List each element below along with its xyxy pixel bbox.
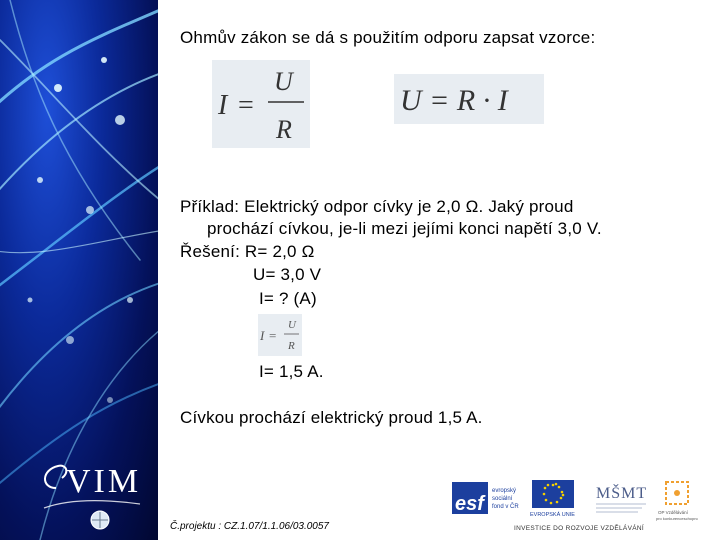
svg-text:I: I [218, 90, 228, 121]
page-title: Ohmův zákon se dá s použitím odporu zapsat vzorce: [180, 28, 596, 47]
svg-text:INVESTICE DO ROZVOJE VZDĚLÁVÁN: INVESTICE DO ROZVOJE VZDĚLÁVÁNÍ [514, 525, 644, 532]
svg-text:U: U [288, 319, 296, 331]
vim-logo [36, 448, 146, 540]
svg-text:R: R [288, 340, 295, 352]
svg-text:U = R · I: U = R · I [400, 84, 508, 117]
msmt-logo [592, 478, 650, 516]
svg-text:=: = [269, 328, 277, 343]
svg-text:OP Vzdělávání: OP Vzdělávání [658, 510, 688, 515]
solution-result: I= 1,5 A. [259, 362, 324, 381]
example-line-2: prochází cívkou, je-li mezi jejími konci napětí 3,0 V. [207, 219, 602, 238]
example-line-1: Příklad: Elektrický odpor cívky je 2,0 Ω. Jaký proud [180, 197, 574, 216]
svg-text:I: I [260, 328, 265, 343]
eu-flag-logo [530, 478, 576, 518]
solution-label: Řešení: R= 2,0 Ω [180, 242, 315, 261]
solution-unknown: I= ? (A) [259, 289, 317, 308]
investice-banner [512, 520, 652, 532]
svg-text:R: R [276, 115, 292, 144]
svg-text:U: U [274, 67, 293, 96]
formula-ohm-voltage [394, 74, 544, 124]
svg-text:fond v ČR: fond v ČR [492, 504, 519, 510]
svg-text:=: = [238, 90, 254, 121]
conclusion-text: Cívkou prochází elektrický proud 1,5 A. [180, 408, 483, 427]
formula-small [258, 314, 302, 356]
formula-ohm-current [212, 60, 310, 148]
solution-voltage: U= 3,0 V [253, 265, 322, 284]
esf-logo [452, 478, 528, 518]
project-number: Č.projektu : CZ.1.07/1.1.06/03.0057 [170, 521, 329, 532]
svg-text:evropský: evropský [492, 488, 517, 494]
svg-text:EVROPSKÁ UNIE: EVROPSKÁ UNIE [530, 512, 575, 518]
svg-text:sociální: sociální [492, 496, 513, 502]
fiber-optic-background [0, 0, 158, 540]
svg-text:esf: esf [455, 493, 484, 515]
op-vzdelavani-logo [654, 478, 698, 526]
svg-text:pro konkurenceschopnost: pro konkurenceschopnost [656, 516, 698, 521]
svg-text:MŠMT: MŠMT [596, 485, 648, 502]
vim-logo-text: VIM [66, 463, 142, 500]
